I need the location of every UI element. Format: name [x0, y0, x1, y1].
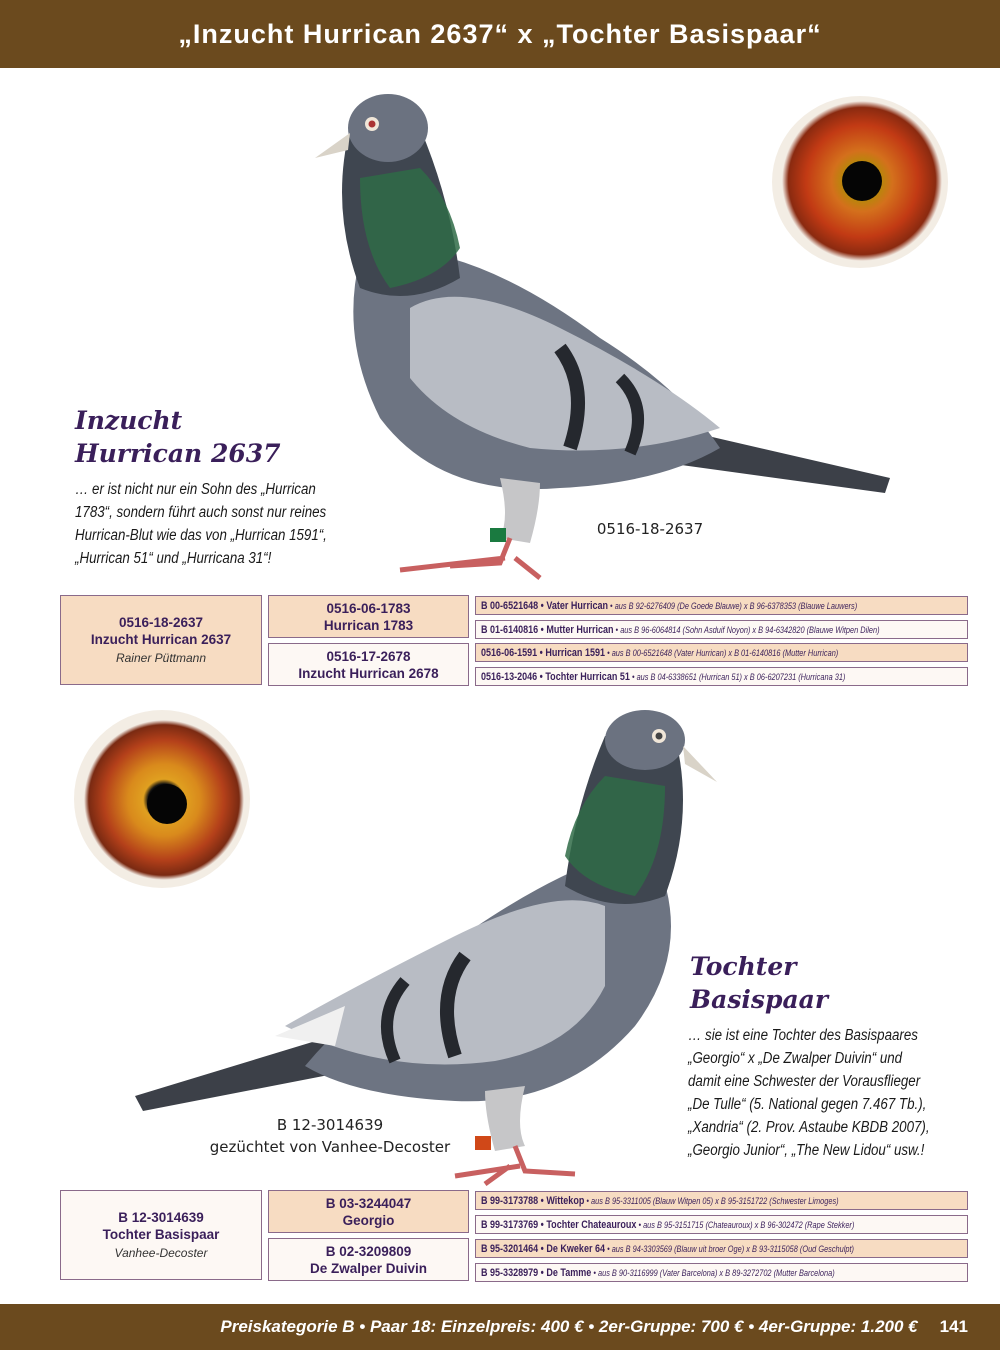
bird2-pedigree-sire	[268, 1190, 469, 1233]
bird2-title	[690, 950, 828, 1016]
pedigree-ring: B 12-3014639	[118, 1209, 204, 1225]
bird1-grandparent	[475, 596, 968, 615]
pedigree-ring: B 02-3209809	[325, 1243, 412, 1259]
grand-sub: • aus B 96-6064814 (Sohn Asduif Noyon) x B 94-6342820 (Blauwe Witpen Dilen)	[613, 624, 880, 635]
pedigree-ring: 0516-17-2678	[326, 648, 411, 664]
grand-main: B 99-3173788 • Wittekop	[481, 1194, 585, 1207]
bird2-title-line2: Basispaar	[690, 985, 829, 1014]
bird2-desc-line: … sie ist eine Tochter des Basispaares	[688, 1027, 918, 1044]
bird2-ring-caption	[200, 1114, 460, 1158]
bird1-desc-line: „Hurrican 51“ und „Hurricana 31“!	[75, 550, 272, 567]
bird2-desc-line: „Xandria“ (2. Prov. Astaube KBDB 2007),	[688, 1119, 930, 1136]
bird1-title	[75, 404, 281, 470]
bird1-grandparent	[475, 667, 968, 686]
pedigree-breeder: Rainer Püttmann	[115, 650, 207, 665]
page-header	[0, 0, 1000, 68]
bird1-grandparent	[475, 643, 968, 662]
bird1-description	[75, 478, 402, 570]
bird2-desc-line: „De Tulle“ (5. National gegen 7.467 Tb.),	[688, 1096, 927, 1113]
pedigree-breeder: Vanhee-Decoster	[114, 1245, 208, 1260]
bird1-title-line1: Inzucht	[75, 406, 183, 435]
bird1-desc-line: … er ist nicht nur ein Sohn des „Hurrican	[75, 481, 316, 498]
bird1-desc-line: Hurrican-Blut wie das von „Hurrican 1591“,	[75, 527, 327, 544]
bird2-ring-caption-line1: B 12-3014639	[276, 1116, 384, 1134]
bird2-grandparent	[475, 1191, 968, 1210]
page-footer	[0, 1304, 1000, 1350]
bird1-pedigree-main	[60, 595, 262, 685]
price-info: Preiskategorie B • Paar 18: Einzelpreis: 400 € • 2er-Gruppe: 700 € • 4er-Gruppe: 1.200 €	[220, 1317, 918, 1336]
pedigree-ring: B 03-3244047	[325, 1195, 412, 1211]
bird2-pedigree-main	[60, 1190, 262, 1280]
grand-sub: • aus B 95-3151715 (Chateauroux) x B 96-302472 (Rape Stekker)	[636, 1219, 855, 1230]
bird2-title-line1: Tochter	[690, 952, 797, 981]
bird2-pedigree-dam	[268, 1238, 469, 1281]
bird1-pedigree-dam	[268, 643, 469, 686]
grand-main: B 00-6521648 • Vater Hurrican	[481, 599, 609, 612]
page-title: „Inzucht Hurrican 2637“ x „Tochter Basispaar“	[178, 18, 822, 49]
grand-sub: • aus B 95-3311005 (Blauw Witpen 05) x B 95-3151722 (Schwester Limoges)	[584, 1195, 839, 1206]
bird1-desc-line: 1783“, sondern führt auch sonst nur reines	[75, 504, 327, 521]
bird1-grandparent	[475, 620, 968, 639]
grand-main: B 01-6140816 • Mutter Hurrican	[481, 623, 614, 636]
bird2-desc-line: „Georgio Junior“, „The New Lidou“ usw.!	[688, 1142, 925, 1159]
grand-main: B 95-3328979 • De Tamme	[481, 1266, 592, 1279]
pedigree-name: De Zwalper Duivin	[309, 1260, 428, 1276]
pedigree-name: Inzucht Hurrican 2678	[298, 665, 439, 681]
bird1-pedigree-sire	[268, 595, 469, 638]
page-number: 141	[939, 1317, 968, 1336]
grand-main: B 95-3201464 • De Kweker 64	[481, 1242, 606, 1255]
bird2-grandparent	[475, 1215, 968, 1234]
pedigree-name: Inzucht Hurrican 2637	[90, 631, 232, 647]
bird2-desc-line: damit eine Schwester der Vorausflieger	[688, 1073, 921, 1090]
pedigree-ring: 0516-18-2637	[118, 614, 204, 630]
bird2-grandparent	[475, 1263, 968, 1282]
pedigree-ring: 0516-06-1783	[326, 600, 411, 616]
bird2-grandparent	[475, 1239, 968, 1258]
bird1-title-line2: Hurrican 2637	[75, 439, 281, 468]
pedigree-name: Tochter Basispaar	[102, 1226, 220, 1242]
pedigree-name: Hurrican 1783	[323, 617, 414, 633]
pedigree-name: Georgio	[342, 1212, 395, 1228]
grand-main: B 99-3173769 • Tochter Chateauroux	[481, 1218, 637, 1231]
bird2-ring-caption-line2: gezüchtet von Vanhee-Decoster	[209, 1138, 451, 1156]
grand-main: 0516-06-1591 • Hurrican 1591	[481, 646, 606, 659]
grand-sub: • aus B 00-6521648 (Vater Hurrican) x B 01-6140816 (Mutter Hurrican)	[605, 647, 839, 658]
bird2-desc-line: „Georgio“ x „De Zwalper Duivin“ und	[688, 1050, 903, 1067]
grand-sub: • aus B 92-6276409 (De Goede Blauwe) x B 96-6378353 (Blauwe Lauwers)	[608, 600, 858, 611]
grand-sub: • aus B 94-3303569 (Blauw uit broer Oge) x B 93-3115058 (Oud Geschulpt)	[605, 1243, 855, 1254]
grand-sub: • aus B 90-3116999 (Vater Barcelona) x B 89-3272702 (Mutter Barcelona)	[591, 1267, 835, 1278]
bird2-description	[688, 1024, 985, 1162]
grand-main: 0516-13-2046 • Tochter Hurrican 51	[481, 670, 630, 683]
grand-sub: • aus B 04-6338651 (Hurrican 51) x B 06-6207231 (Hurricana 31)	[629, 671, 846, 682]
bird1-ring-caption: 0516-18-2637	[596, 520, 704, 538]
